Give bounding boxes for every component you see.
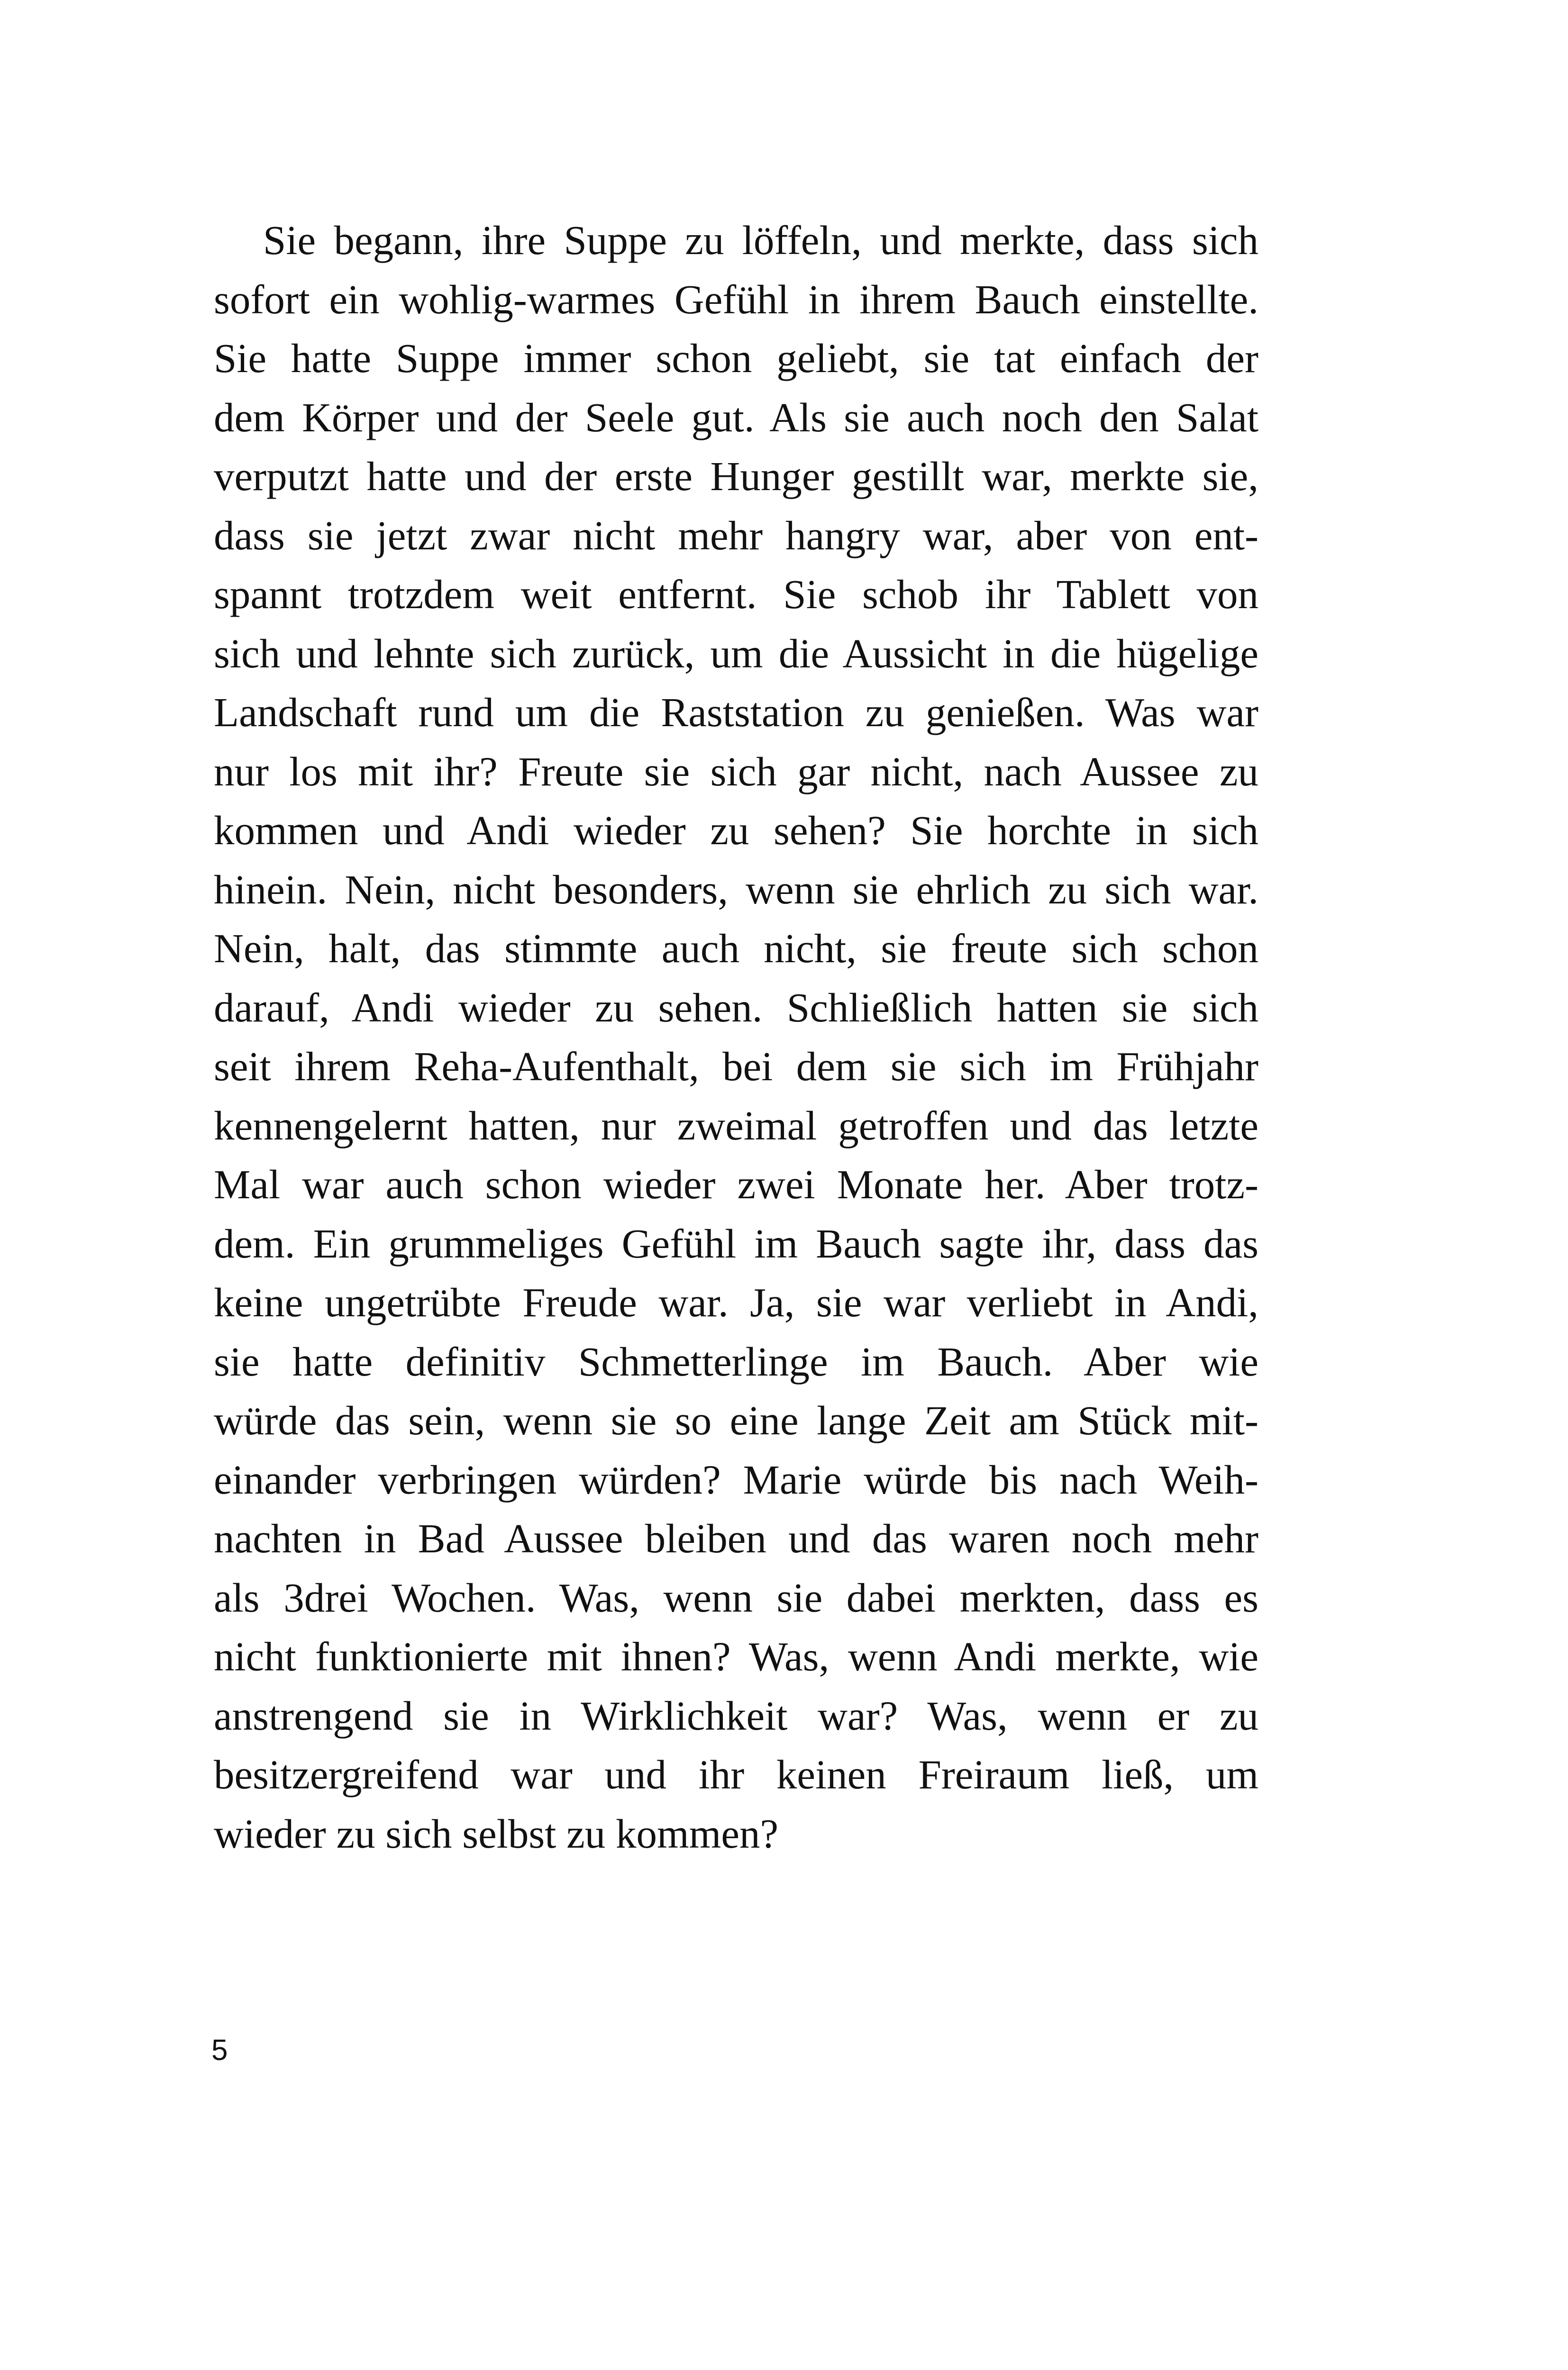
text-line-26: anstrengend sie in Wirklichkeit war? Was, wenn er zu	[214, 1692, 1258, 1739]
text-line-4: dem Körper und der Seele gut. Als sie auch noch den Salat	[214, 394, 1258, 440]
text-line-10: nur los mit ihr? Freute sie sich gar nicht, nach Aussee zu	[214, 748, 1258, 794]
text-line-21: würde das sein, wenn sie so eine lange Zeit am Stück mit-	[214, 1397, 1258, 1443]
text-line-14: darauf, Andi wieder zu sehen. Schließlich hatten sie sich	[214, 984, 1258, 1030]
text-line-2: sofort ein wohlig-warmes Gefühl in ihrem Bauch einstellte.	[214, 276, 1258, 322]
text-line-22: einander verbringen würden? Marie würde bis nach Weih-	[214, 1456, 1258, 1503]
text-line-7: spannt trotzdem weit entfernt. Sie schob ihr Tablett von	[214, 571, 1258, 617]
page-number: 5	[211, 2034, 228, 2067]
text-line-1: Sie begann, ihre Suppe zu löffeln, und merkte, dass sich	[263, 217, 1258, 263]
text-line-20: sie hatte definitiv Schmetterlinge im Bauch. Aber wie	[214, 1338, 1258, 1385]
text-line-5: verputzt hatte und der erste Hunger gestillt war, merkte sie,	[214, 453, 1258, 499]
text-line-9: Landschaft rund um die Raststation zu genießen. Was war	[214, 689, 1258, 735]
text-line-27: besitzergreifend war und ihr keinen Freiraum ließ, um	[214, 1751, 1258, 1797]
text-line-28: wieder zu sich selbst zu kommen?	[214, 1810, 779, 1857]
text-line-18: dem. Ein grummeliges Gefühl im Bauch sagte ihr, dass das	[214, 1220, 1258, 1267]
text-line-15: seit ihrem Reha-Aufenthalt, bei dem sie sich im Frühjahr	[214, 1043, 1258, 1089]
text-line-16: kennengelernt hatten, nur zweimal getroffen und das letzte	[214, 1102, 1258, 1149]
text-line-12: hinein. Nein, nicht besonders, wenn sie ehrlich zu sich war.	[214, 866, 1258, 912]
text-line-8: sich und lehnte sich zurück, um die Aussicht in die hügelige	[214, 630, 1258, 676]
text-line-3: Sie hatte Suppe immer schon geliebt, sie tat einfach der	[214, 335, 1258, 381]
text-line-6: dass sie jetzt zwar nicht mehr hangry war, aber von ent-	[214, 512, 1258, 558]
text-line-23: nachten in Bad Aussee bleiben und das waren noch mehr	[214, 1515, 1258, 1561]
text-line-25: nicht funktionierte mit ihnen? Was, wenn Andi merkte, wie	[214, 1633, 1258, 1679]
text-line-17: Mal war auch schon wieder zwei Monate her. Aber trotz-	[214, 1161, 1258, 1207]
text-line-11: kommen und Andi wieder zu sehen? Sie horchte in sich	[214, 807, 1258, 853]
text-line-24: als 3drei Wochen. Was, wenn sie dabei merkten, dass es	[214, 1574, 1258, 1621]
text-line-13: Nein, halt, das stimmte auch nicht, sie freute sich schon	[214, 925, 1258, 971]
body-paragraph	[214, 211, 1258, 1863]
text-line-19: keine ungetrübte Freude war. Ja, sie war verliebt in Andi,	[214, 1279, 1258, 1325]
